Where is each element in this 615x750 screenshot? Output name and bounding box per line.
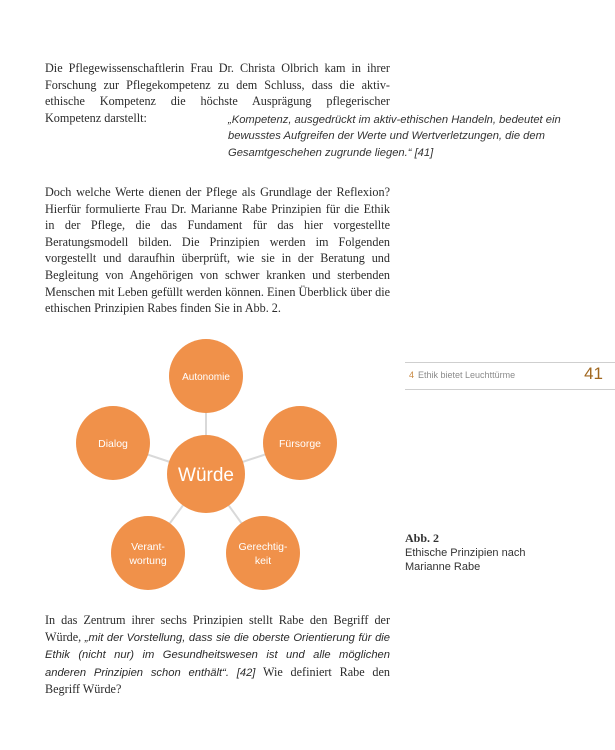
label-dialog: Dialog: [98, 438, 128, 450]
label-fuersorge: Fürsorge: [278, 438, 322, 450]
page-number: 41: [584, 364, 603, 383]
label-verantwortung-line2: wortung: [129, 555, 167, 567]
paragraph-wuerde-quote: „mit der Vorstellung, dass sie die oberste Orientierung für die Ethik (nicht nur) im Gesundheitswesen ist und alle möglichen anderen Prinzipien schon enthält“. [42]: [45, 631, 390, 679]
label-gerechtigkeit-line1: Gerechtig-: [238, 541, 288, 553]
paragraph-wuerde-end: Wie definiert Rabe den Begriff Würde?: [45, 664, 390, 697]
paragraph-wuerde: [45, 612, 390, 698]
figure-caption: [405, 531, 525, 575]
paragraph-rabe-principles: Doch welche Werte dienen der Pflege als Grundlage der Reflexion? Hierfür formulierte Frau Dr. Marianne Rabe Prinzipien für die Ethik in der Pflege, die das Fundament für das hier vorgestellte Beratungsmodell bilden. Die Prinzipien werden im Folgenden vorgestellt und daraufhin überprüft, wie sie in der Beratung und Begleitung von Angehörigen von schwer kranken und sterbenden Menschen mit Leben gefüllt werden können. Einen Überblick über die ethischen Prinzipien Rabes finden Sie in Abb. 2.: [45, 185, 390, 316]
paragraph-wuerde-start: In das Zentrum ihrer sechs Prinzipien stellt Rabe den Begriff der Würde,: [45, 613, 390, 644]
quote-kompetenz: „Kompetenz, ausgedrückt im aktiv-ethischen Handeln, bedeutet ein bewusstes Aufgreifen der Werte und Wertverletzungen, die dem Gesamtgeschehen zugrunde liegen.“ [41]: [228, 114, 561, 159]
circle-gerechtigkeit: [226, 516, 300, 590]
label-wuerde: Würde: [178, 465, 234, 486]
label-gerechtigkeit-line2: keit: [254, 555, 272, 567]
caption-line-1: Ethische Prinzipien nach: [405, 546, 526, 559]
circle-verantwortung: [111, 516, 185, 590]
label-autonomie: Autonomie: [182, 372, 230, 383]
paragraph-olbrich: Die Pflegewissenschaftlerin Frau Dr. Christa Olbrich kam in ihrer Forschung zur Pflegekompetenz zu dem Schluss, dass die aktiv-ethische Kompetenz die höchste Ausprägung pflegerischer Kompetenz darstellt:: [45, 61, 390, 125]
chapter-number: 4: [409, 370, 415, 380]
caption-line-2: Marianne Rabe: [405, 561, 481, 573]
label-verantwortung-line1: Verant-: [131, 541, 165, 553]
caption-tag: Abb. 2: [405, 531, 440, 545]
chapter-title: Ethik bietet Leuchttürme: [418, 370, 516, 380]
